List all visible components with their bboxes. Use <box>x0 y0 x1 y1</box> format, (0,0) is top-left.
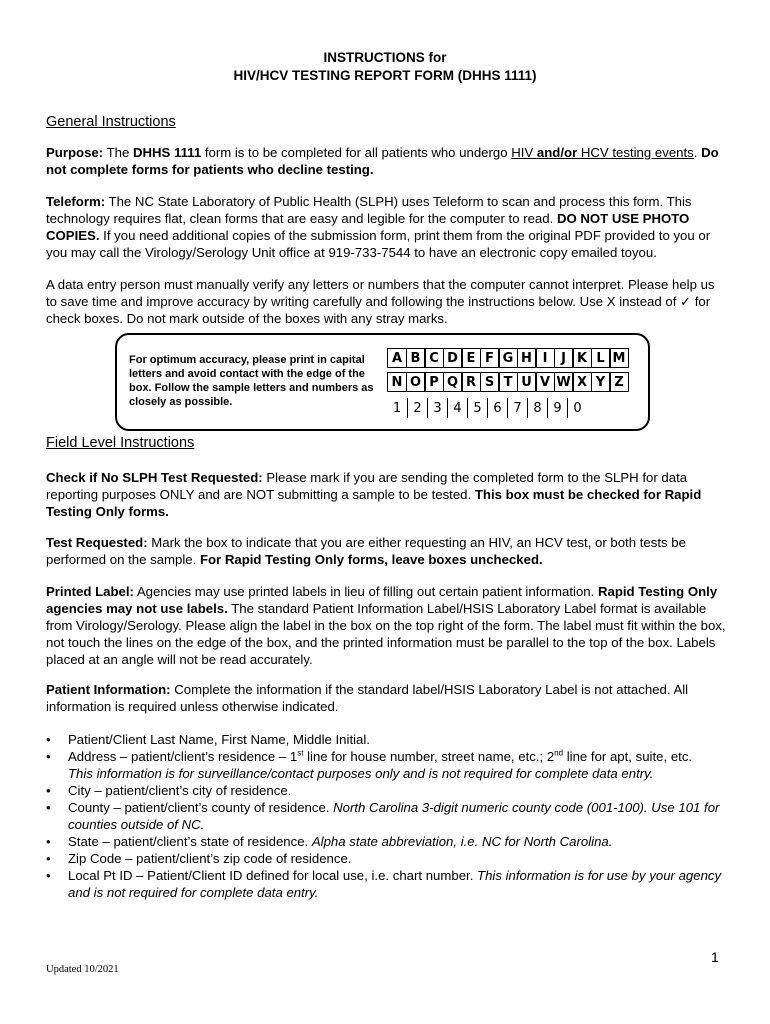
sample-number-cell: 3 <box>427 398 447 418</box>
sample-letter-cell: Q <box>443 372 463 392</box>
sample-letter-cell: A <box>387 348 407 368</box>
sample-numbers-row <box>387 398 587 418</box>
printed-label-paragraph: Printed Label: Agencies may use printed labels in lieu of filling out certain patient information. Rapid Testing Only agencies may not use labels. The standard Patient Information Label/HSIS Laboratory Label format is available from Virology/Serology. Please align the label in the box on the top right of the form. The label must fit within the box, not touch the lines on the edge of the box, and the printed information must be parallel to the top of the box. Labels placed at an angle will not be read accurately. <box>46 584 726 667</box>
list-item: • Zip Code – patient/client’s zip code of residence. <box>46 851 352 866</box>
sample-letter-cell: F <box>480 348 500 368</box>
sample-number-cell: 2 <box>407 398 427 418</box>
doc-title-line2: HIV/HCV TESTING REPORT FORM (DHHS 1111) <box>233 68 537 83</box>
page-number: 1 <box>711 949 719 965</box>
doc-title-line1: INSTRUCTIONS for <box>323 50 447 65</box>
sample-letter-cell: D <box>443 348 463 368</box>
sample-letter-cell: C <box>424 348 444 368</box>
sample-letter-cell: E <box>461 348 481 368</box>
sample-letter-cell: G <box>498 348 518 368</box>
sample-number-cell: 8 <box>527 398 547 418</box>
list-item: • Local Pt ID – Patient/Client ID defined for local use, i.e. chart number. This information is for use by your agency and is not required for complete data entry. <box>46 868 722 900</box>
test-requested-paragraph: Test Requested: Mark the box to indicate that you are either requesting an HIV, an HCV test, or both tests be performed on the sample. For Rapid Testing Only forms, leave boxes unchecked. <box>46 535 686 567</box>
sample-letter-cell: Y <box>591 372 611 392</box>
check-no-test-paragraph: Check if No SLPH Test Requested: Please mark if you are sending the completed form to the SLPH for data reporting purposes ONLY and are NOT submitting a sample to be tested. This box must be checked for Rapid Testing Only forms. <box>46 470 702 519</box>
sample-number-cell: 6 <box>487 398 507 418</box>
sample-letters-row1 <box>387 348 628 368</box>
sample-letter-cell: N <box>387 372 407 392</box>
list-item: • County – patient/client’s county of residence. North Carolina 3-digit numeric county code (001-100). Use 101 for counties outside of NC. <box>46 800 720 832</box>
sample-letter-cell: R <box>461 372 481 392</box>
sample-letter-cell: H <box>517 348 537 368</box>
sample-number-cell: 5 <box>467 398 487 418</box>
list-item: • Patient/Client Last Name, First Name, Middle Initial. <box>46 732 370 747</box>
updated-date: Updated 10/2021 <box>46 964 119 975</box>
sample-letter-cell: U <box>517 372 537 392</box>
sample-letter-cell: B <box>406 348 426 368</box>
sample-print-box <box>115 333 650 431</box>
sample-letter-cell: S <box>480 372 500 392</box>
sample-letter-cell: P <box>424 372 444 392</box>
sample-letter-cell: K <box>572 348 592 368</box>
list-item: • City – patient/client’s city of residence. <box>46 783 292 798</box>
purpose-paragraph: Purpose: The DHHS 1111 form is to be completed for all patients who undergo HIV and/or HCV testing events. Do not complete forms for patients who decline testing. <box>46 145 719 177</box>
general-instructions-heading: General Instructions <box>46 114 176 130</box>
list-item: • State – patient/client’s state of residence. Alpha state abbreviation, i.e. NC for North Carolina. <box>46 834 613 849</box>
sample-number-cell: 7 <box>507 398 527 418</box>
sample-number-cell: 0 <box>567 398 587 418</box>
sample-number-cell: 4 <box>447 398 467 418</box>
sample-instructions: For optimum accuracy, please print in capital letters and avoid contact with the edge of the box. Follow the sample letters and numbers as closely as possible. <box>129 354 374 408</box>
sample-letter-cell: T <box>498 372 518 392</box>
sample-number-cell: 9 <box>547 398 567 418</box>
teleform-paragraph: Teleform: The NC State Laboratory of Public Health (SLPH) uses Teleform to scan and process this form. This technology requires flat, clean forms that are easy and legible for the computer to read. DO NOT USE PHOTO COPIES. If you need additional copies of the submission form, print them from the original PDF provided to you or you may call the Virology/Serology Unit office at 919-733-7544 to have an electronic copy emailed toyou. <box>46 194 711 260</box>
sample-letter-cell: W <box>554 372 574 392</box>
sample-letter-cell: L <box>591 348 611 368</box>
sample-letter-cell: O <box>406 372 426 392</box>
patient-fields-list <box>46 731 726 901</box>
sample-letter-cell: V <box>535 372 555 392</box>
sample-letter-cell: I <box>535 348 555 368</box>
sample-number-cell: 1 <box>392 400 402 416</box>
sample-letter-cell: J <box>554 348 574 368</box>
sample-letter-cell: Z <box>609 372 629 392</box>
patient-info-paragraph: Patient Information: Complete the information if the standard label/HSIS Laboratory Label is not attached. All information is required unless otherwise indicated. <box>46 682 689 714</box>
data-entry-paragraph: A data entry person must manually verify any letters or numbers that the computer cannot interpret. Please help us to save time and improve accuracy by writing carefully and following the instructions below. Use X instead of ✓ for check boxes. Do not mark outside of the boxes with any stray marks. <box>46 277 715 326</box>
field-instructions-heading: Field Level Instructions <box>46 435 195 451</box>
sample-letter-cell: M <box>609 348 629 368</box>
sample-letter-cell: X <box>572 372 592 392</box>
sample-letters-row2 <box>387 372 628 392</box>
list-item: • Address – patient/client’s residence – 1st line for house number, street name, etc.; 2nd line for apt, suite, etc. This information is for surveillance/contact purposes only and is not required for complete data entry. <box>46 748 693 781</box>
